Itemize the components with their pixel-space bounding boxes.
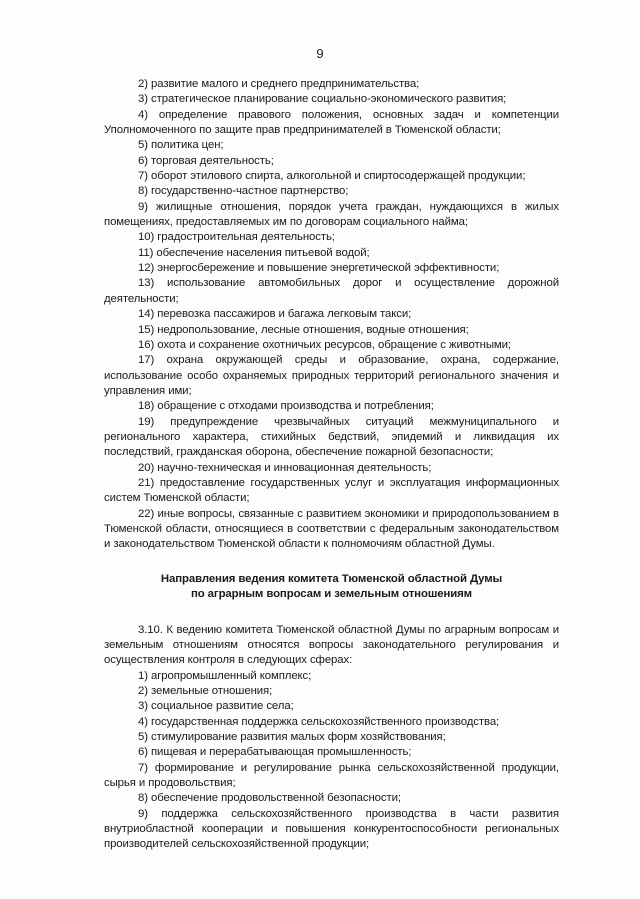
list-item: 9) поддержка сельскохозяйственного производства в части развития внутриобластной кооперации и повышения конкурентоспособности региональных производителей сельскохозяйственной продукции; (104, 807, 559, 851)
list-item: 8) обеспечение продовольственной безопасности; (138, 792, 401, 805)
list-item: 2) земельные отношения; (138, 685, 273, 698)
list-item: 17) охрана окружающей среды и образование, охрана, содержание, использование особо охраняемых природных территорий регионального значения и управления ими; (104, 354, 559, 397)
list-item: 7) формирование и регулирование рынка сельскохозяйственной продукции, сырья и продовольствия; (104, 761, 559, 790)
list-item: 20) научно-техническая и инновационная деятельность; (138, 461, 432, 474)
list-item: 6) пищевая и перерабатывающая промышленность; (138, 746, 412, 759)
list-item: 16) охота и сохранение охотничьих ресурсов, обращение с животными; (138, 338, 511, 351)
heading-line: по аграрным вопросам и земельным отношениям (190, 588, 473, 601)
list-item: 22) иные вопросы, связанные с развитием экономики и природопользованием в Тюменской области, относящиеся в соответствии с федеральным законодательством и законодательством Тюменской области к полномочиям областной Думы. (104, 507, 559, 551)
section1-list (104, 77, 559, 553)
list-item: 3) стратегическое планирование социально-экономического развития; (138, 93, 507, 106)
list-item: 1) агропромышленный комплекс; (138, 669, 312, 682)
list-item: 18) обращение с отходами производства и потребления; (138, 400, 434, 413)
document-body (104, 77, 559, 853)
list-item: 15) недропользование, лесные отношения, водные отношения; (138, 323, 469, 336)
list-item: 8) государственно-частное партнерство; (138, 185, 349, 198)
heading-line: Направления ведения комитета Тюменской областной Думы (160, 572, 503, 585)
list-item: 13) использование автомобильных дорог и осуществление дорожной деятельности; (104, 277, 559, 305)
list-item: 5) стимулирование развития малых форм хозяйствования; (138, 731, 446, 744)
list-item: 6) торговая деятельность; (138, 154, 274, 167)
list-item: 3) социальное развитие села; (138, 700, 294, 713)
section2-list (104, 669, 559, 853)
list-item: 9) жилищные отношения, порядок учета граждан, нуждающихся в жилых помещениях, предоставляемых им по договорам социального найма; (104, 200, 559, 229)
list-item: 4) определение правового положения, основных задач и компетенции Уполномоченного по защите прав предпринимателей в Тюменской области; (104, 108, 559, 137)
list-item: 14) перевозка пассажиров и багажа легковым такси; (138, 308, 412, 321)
list-item: 10) градостроительная деятельность; (138, 231, 335, 244)
list-item: 7) оборот этилового спирта, алкогольной и спиртосодержащей продукции; (138, 170, 526, 183)
list-item: 12) энергосбережение и повышение энергетической эффективности; (138, 262, 500, 275)
page-number: 9 (316, 46, 324, 61)
list-item: 11) обеспечение населения питьевой водой; (138, 246, 370, 259)
list-item: 21) предоставление государственных услуг и эксплуатация информационных систем Тюменской области; (104, 476, 559, 505)
section-heading (104, 572, 559, 603)
list-item: 4) государственная поддержка сельскохозяйственного производства; (138, 715, 500, 728)
list-item: 19) предупреждение чрезвычайных ситуаций межмуниципального и регионального характера, стихийных бедствий, эпидемий и ликвидация их последствий, гражданская оборона, обеспечение пожарной безопасности; (104, 415, 559, 459)
list-item: 2) развитие малого и среднего предпринимательства; (138, 78, 420, 90)
intro-paragraph: 3.10. К ведению комитета Тюменской областной Думы по аграрным вопросам и земельным отношениям относятся вопросы законодательного регулирования и осуществления контроля в следующих сферах: (104, 623, 559, 667)
list-item: 5) политика цен; (138, 139, 224, 152)
